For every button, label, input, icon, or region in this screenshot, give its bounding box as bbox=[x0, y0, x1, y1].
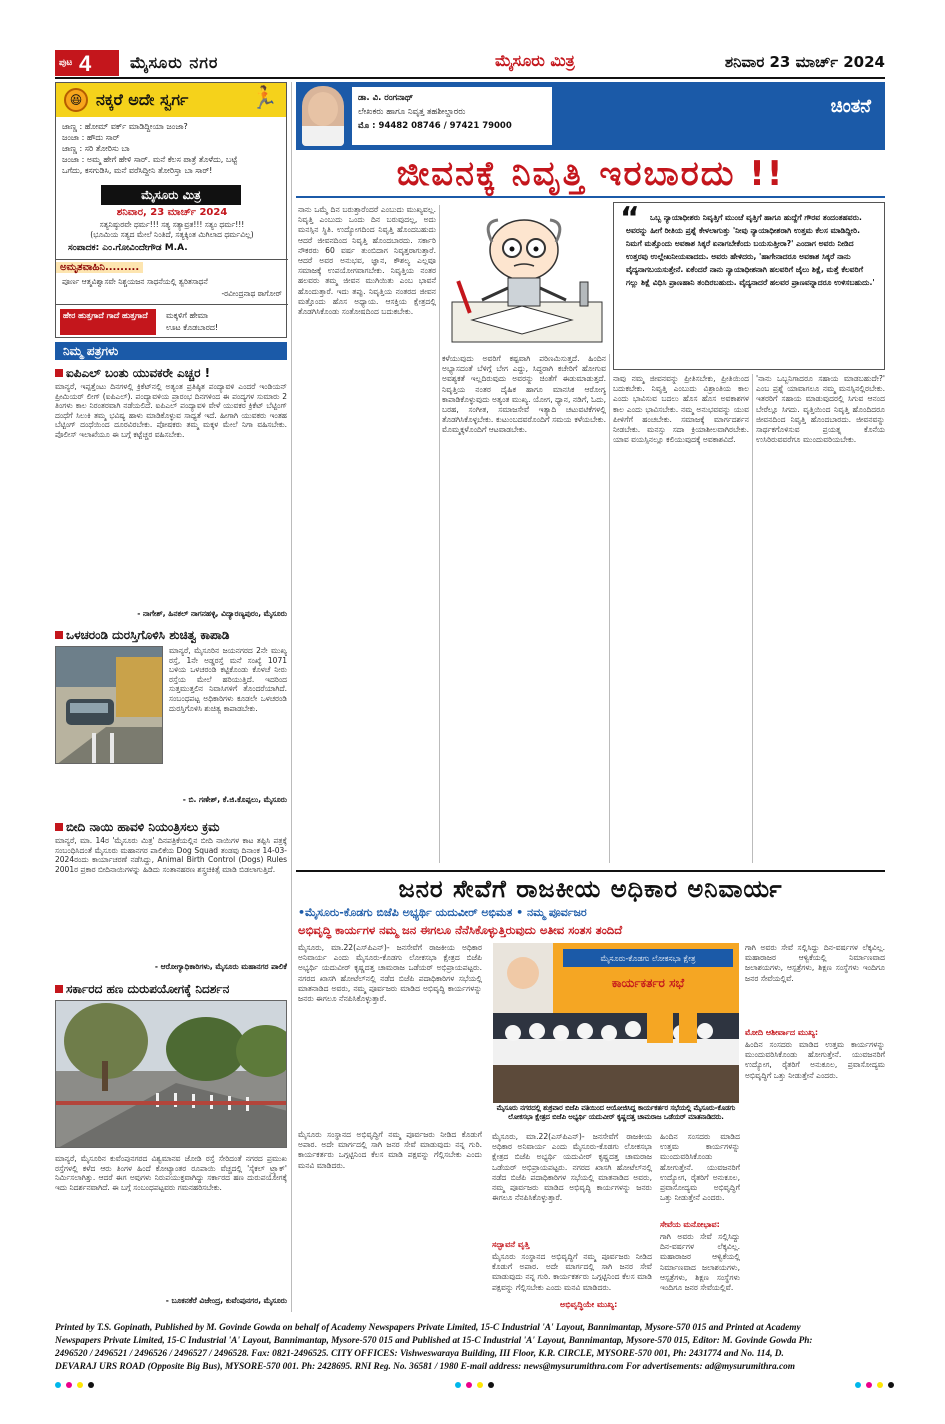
column-label: ಚಿಂತನೆ bbox=[830, 96, 871, 117]
proverb-heading: ಹೇರ ಹುತ್ತಗಾದೆ ಗಾದೆ ಹುತ್ತಗಾದೆ bbox=[60, 309, 156, 335]
header-date: ಶನಿವಾರ 23 ಮಾರ್ಚ್ 2024 bbox=[724, 53, 885, 71]
author-role: ಲೇಖಕರು ಹಾಗೂ ನಿವೃತ್ತ ತಹಶೀಲ್ದಾರರು bbox=[358, 107, 466, 117]
article-column: ಕಳೆಯುವುದು ಅವರಿಗೆ ಕಷ್ಟವಾಗಿ ಪರಿಣಮಿಸುತ್ತದೆ. ಹಿಂದಿನ ಅಭ್ಯಾಸದಂತೆ ಬೆಳಿಗ್ಗೆ ಬೇಗ ಎದ್ದು, ಸಿದ್ಧರಾಗಿ ಕಚೇರಿಗೆ ಹೋಗುವ ಅವಶ್ಯಕತೆ ಇಲ್ಲದಿರುವುದು ಅವರನ್ನು ಚಿಂತೆಗೆ ಈಡುಮಾಡುತ್ತದೆ. ನಿವೃತ್ತಿಯ ನಂತರ ದೈಹಿಕ ಹಾಗೂ ಮಾನಸಿಕ ಆರೋಗ್ಯ ಕಾಪಾಡಿಕೊಳ್ಳುವುದು ಅತ್ಯಂತ ಮುಖ್ಯ. ಯೋಗ, ಧ್ಯಾನ, ನಡಿಗೆ, ಓದು, ಬರಹ, ಸಂಗೀತ, ಸಮಾಜಸೇವೆ ಇತ್ಯಾದಿ ಚಟುವಟಿಕೆಗಳಲ್ಲಿ ತೊಡಗಿಸಿಕೊಳ್ಳಬೇಕು. ಕುಟುಂಬದವರೊಂದಿಗೆ ಸಮಯ ಕಳೆಯಬೇಕು. ಮೊಮ್ಮಕ್ಕಳೊಂದಿಗೆ ಆಟವಾಡಬೇಕು. bbox=[442, 354, 606, 435]
cycle-track-photo bbox=[55, 1000, 287, 1148]
nakkare-box bbox=[55, 82, 287, 338]
joke-line: ಒಗೆದು, ಕಸಗುಡಿಸಿ, ಮನೆ ವರೆಸಿದ್ದೀನಿ ತೋರಿಸ್ತಾ ಬಾ ಸಾರ್! bbox=[62, 166, 213, 175]
story-subheading: ಸೇವೆಯ ಮನೋಭಾವ: bbox=[660, 1220, 720, 1229]
chintane-header bbox=[296, 82, 885, 150]
amritavahini-quote: ಪೂರ್ಣ ಆತ್ಮವಿಶ್ವಾಸವೇ ನಿಶ್ಚಯಜನ ಸಾಧನೆಯಲ್ಲಿ ತ್ವರಿತಸಾಧನೆ bbox=[62, 277, 208, 286]
story-column: ಹಿಂದಿನ ಸಂಸದರು ಮಾಡಿದ ಉತ್ತಮ ಕಾರ್ಯಗಳನ್ನು ಮುಂದುವರಿಸಿಕೊಂಡು ಹೋಗುತ್ತೇನೆ. ಯುವಜನರಿಗೆ ಉದ್ಯೋಗ, ರೈತರಿಗೆ ಅನುಕೂಲ, ಪ್ರವಾಸೋದ್ಯಮ ಅಭಿವೃದ್ಧಿಗೆ ಒತ್ತು ನೀಡುತ್ತೇನೆ ಎಂದರು. bbox=[660, 1132, 740, 1203]
pull-quote-box bbox=[613, 202, 885, 370]
letter-title bbox=[55, 628, 229, 643]
column-divider bbox=[291, 82, 292, 1312]
nakkare-joke bbox=[62, 121, 282, 176]
letters-heading: ನಿಮ್ಮ ಪತ್ರಗಳು bbox=[55, 342, 287, 360]
bullet-square-icon bbox=[55, 985, 63, 993]
amritavahini-box bbox=[56, 259, 288, 303]
proverb-text bbox=[166, 310, 218, 334]
page-number-badge bbox=[55, 50, 119, 76]
letter-signature: - ಆರೋಗ್ಯಾಧಿಕಾರಿಗಳು, ಮೈಸೂರು ಮಹಾನಗರ ಪಾಲಿಕೆ bbox=[154, 962, 287, 971]
masthead: ಮೈಸೂರು ಮಿತ್ರ bbox=[495, 51, 575, 70]
photo-caption: ಮೈಸೂರು ನಗರದಲ್ಲಿ ಶುಕ್ರವಾರ ಬಿಜೆಪಿ ವತಿಯಿಂದ ಆಯೋಜಿಸಿದ್ದ ಕಾರ್ಯಕರ್ತರ ಸಭೆಯಲ್ಲಿ ಮೈಸೂರು-ಕೊಡಗು ಲೋಕಸಭಾ ಕ್ಷೇತ್ರದ ಬಿಜೆಪಿ ಅಭ್ಯರ್ಥಿ ಯದುವೀರ್ ಕೃಷ್ಣದತ್ತ ಚಾಮರಾಜ ಒಡೆಯರ್ ಮಾತನಾಡಿದರು. bbox=[496, 1104, 736, 1121]
letter-body: ಮಾನ್ಯರೆ, ಇಪ್ಪತ್ತೆಂಟು ದಿನಗಳಲ್ಲಿ ಕ್ರಿಕೆಟ್‌ನಲ್ಲಿ ಅತ್ಯಂತ ಪ್ರತಿಷ್ಠಿತ ಪಂದ್ಯಾವಳಿ ಎಂದರೆ ಇಂಡಿಯನ್ ಪ್ರೀಮಿಯರ್ ಲೀಗ್ (ಐಪಿಎಲ್). ಪಂದ್ಯಾವಳಿಯ ಪ್ರಾರಂಭ ದಿನಗಳಿಂದ ಈ ಪಂದ್ಯಗಳ ಸುಮಾರು 2 ತಿಂಗಳು ಕಾಲ ನಿರಂತರವಾಗಿ ನಡೆಯಲಿದೆ. ಐಪಿಎಲ್ ಪಂದ್ಯಾವಳಿ ವೇಳೆ ಯುವಕರ ಕ್ರಿಕೆಟ್ ಬೆಟ್ಟಿಂಗ್ ದಂಧೆಗೆ ಸಿಲುಕಿ ತಮ್ಮ ಭವಿಷ್ಯ ಹಾಳು ಮಾಡಿಕೊಳ್ಳುವ ಸಾಧ್ಯತೆ ಇದೆ. ಹೀಗಾಗಿ ಯುವಕರು ಇಂತಹ ಬೆಟ್ಟಿಂಗ್ ದಂಧೆಯಿಂದ ದೂರವಿರಬೇಕು. ಪೋಷಕರು ತಮ್ಮ ಮಕ್ಕಳ ಮೇಲೆ ನಿಗಾ ವಹಿಸಬೇಕು. ಪೊಲೀಸ್ ಇಲಾಖೆಯೂ ಈ ಬಗ್ಗೆ ಕಟ್ಟೆಚ್ಚರ ವಹಿಸಬೇಕು. bbox=[55, 382, 287, 439]
story-headline: ಜನರ ಸೇವೆಗೆ ರಾಜಕೀಯ ಅಧಿಕಾರ ಅನಿವಾರ್ಯ bbox=[296, 870, 885, 904]
story-subheading: ಅಭಿವೃದ್ಧಿಯೇ ಮುಖ್ಯ: bbox=[560, 1300, 618, 1309]
letter-signature: - ನಾಗೇಶ್, ಹಿನಕಲ್ ನಾಗನಹಳ್ಳಿ, ವಿದ್ಯಾರಣ್ಯಪುರಂ, ಮೈಸೂರು bbox=[137, 609, 287, 618]
page-label: ಪುಟ bbox=[59, 57, 73, 67]
nakkare-title: ನಕ್ಕರೆ ಅದೇ ಸ್ವರ್ಗ bbox=[96, 90, 189, 109]
letter-body: ಮಾನ್ಯರೆ, ಮಾ. 14ರ 'ಮೈಸೂರು ಮಿತ್ರ' ದಿನಪತ್ರಿಕೆಯಲ್ಲಿನ ಬೀದಿ ನಾಯಿಗಳ ಕಾಟ ತಪ್ಪಿಸಿ ಪತ್ರಕ್ಕೆ ಸಂಬಂಧಿಸಿದಂತೆ ಮೈಸೂರು ಮಹಾನಗರ ಪಾಲಿಕೆಯ Dog Squad ತಂಡವು ದಿನಾಂಕ 14-03-2024ರಂದು ಕಾರ್ಯಾಚರಣೆ ನಡೆಸಿದ್ದು, Animal Birth Control (Dogs) Rules 2001ರ ಪ್ರಕಾರ ಬೀದಿನಾಯಿಗಳನ್ನು ಹಿಡಿದು ಸಂತಾನಹರಣ ಶಸ್ತ್ರಚಿಕಿತ್ಸೆ ಮಾಡಿ ಬಿಡಲಾಗುತ್ತಿದೆ. bbox=[55, 836, 287, 874]
amritavahini-author: -ರವೀಂದ್ರನಾಥ ಠಾಗೋರ್ bbox=[221, 289, 282, 298]
article-headline: ಜೀವನಕ್ಕೆ ನಿವೃತ್ತಿ ಇರಬಾರದು !! bbox=[296, 150, 885, 198]
registration-dots bbox=[55, 1382, 94, 1388]
mini-masthead-date: ಶನಿವಾರ, 23 ಮಾರ್ಚ್ 2024 bbox=[116, 207, 228, 218]
bullet-square-icon bbox=[55, 631, 63, 639]
author-portrait bbox=[302, 86, 344, 146]
author-info bbox=[352, 87, 552, 145]
imprint-line: Newspapers Private Limited, 15-C Industrial 'A' Layout, Bannimantap, Mysore-570 015 and Published at 15-C Industrial 'A' Layout, Bannimantap, Mysore-570 015, Editor: M. Govinde Gowda Ph: bbox=[55, 1336, 813, 1346]
column-divider bbox=[439, 205, 440, 863]
story-column: ಗಾಗಿ ಅವರು ಸೇವೆ ಸಲ್ಲಿಸಿದ್ದು ದಿನ-ವರ್ಷಗಳ ಲೆಕ್ಕವಿಲ್ಲ. ಮಹಾರಾಜರ ಆಳ್ವಿಕೆಯಲ್ಲಿ ನಿರ್ಮಾಣವಾದ ಜಲಾಶಯಗಳು, ಆಸ್ಪತ್ರೆಗಳು, ಶಿಕ್ಷಣ ಸಂಸ್ಥೆಗಳು ಇಂದಿಗೂ ಜನರ ಸೇವೆಯಲ್ಲಿವೆ. bbox=[660, 1232, 740, 1293]
imprint-line: Printed by T.S. Gopinath, Published by M. Govinde Gowda on behalf of Academy Newspapers Private Limited, 15-C Industrial 'A' Layout, Bannimantap, Mysore-570 015 and Printed at Academy bbox=[55, 1323, 801, 1333]
story-column: ಮೈಸೂರು ಸಂಸ್ಥಾನದ ಅಭಿವೃದ್ಧಿಗೆ ನಮ್ಮ ಪೂರ್ವಜರು ನೀಡಿದ ಕೊಡುಗೆ ಅಪಾರ. ಅದೇ ಮಾರ್ಗದಲ್ಲಿ ಸಾಗಿ ಜನರ ಸೇವೆ ಮಾಡುವುದು ನನ್ನ ಗುರಿ. ಕಾರ್ಯಕರ್ತರು ಒಗ್ಗಟ್ಟಿನಿಂದ ಕೆಲಸ ಮಾಡಿ ಪಕ್ಷವನ್ನು ಗೆಲ್ಲಿಸಬೇಕು ಎಂದು ಮನವಿ ಮಾಡಿದರು. bbox=[298, 1130, 482, 1170]
page-number: 4 bbox=[79, 51, 92, 76]
proverb-line: ಮಕ್ಕಳಿಗೆ ಹೇಮಾ bbox=[166, 311, 209, 320]
page-header bbox=[55, 50, 885, 76]
joke-line: ಜಂಜಾ : ಅಮ್ಮ ಹೇಗೆ ಹೇಳಿ ಸಾರ್. ಮನೆ ಕೆಲಸ ಪಾತ್ರೆ ತೊಳೆದು, ಬಟ್ಟೆ bbox=[62, 155, 238, 164]
bullet-square-icon bbox=[55, 369, 63, 377]
letter-body: ಮಾನ್ಯರೆ, ಮೈಸೂರಿನ ಕುವೆಂಪುನಗರದ ವಿಶ್ವಮಾನವ ಜೋಡಿ ರಸ್ತೆ ಸೇರಿದಂತೆ ನಗರದ ಪ್ರಮುಖ ರಸ್ತೆಗಳಲ್ಲಿ ಕಳೆದ ಆರು ತಿಂಗಳ ಹಿಂದೆ ಕೋಟ್ಯಾಂತರ ರೂಪಾಯಿ ವೆಚ್ಚದಲ್ಲಿ 'ಸೈಕಲ್ ಟ್ರ್ಯಾಕ್' ನಿರ್ಮಿಸಲಾಗಿತ್ತು. ಆದರೆ ಈಗ ಅವುಗಳು ನಿರುಪಯುಕ್ತವಾಗಿದ್ದು ಸರ್ಕಾರದ ಹಣ ದುರುಪಯೋಗಕ್ಕೆ ಇದು ನಿದರ್ಶನವಾಗಿದೆ. ಈ ಬಗ್ಗೆ ಸಂಬಂಧಪಟ್ಟವರು ಗಮನಹರಿಸಬೇಕು. bbox=[55, 1154, 287, 1192]
tagline bbox=[60, 220, 284, 240]
banner-subtext: ಕಾರ್ಯಕರ್ತರ ಸಭೆ bbox=[611, 976, 685, 990]
letter-title bbox=[55, 820, 220, 835]
story-subheading: ಸದ್ಭಾವನೆ ವೃತ್ತಿ bbox=[492, 1240, 530, 1249]
mini-masthead: ಮೈಸೂರು ಮಿತ್ರ bbox=[101, 185, 241, 205]
banner-text: ಮೈಸೂರು-ಕೊಡಗು ಲೋಕಸಭಾ ಕ್ಷೇತ್ರ bbox=[600, 954, 696, 963]
article-column: ನಾನು ಒಮ್ಮೆ ದಿನ ಬರುತ್ತಾರೆಂದರೆ ಎಂಬುದು ಮುಖ್ಯವಲ್ಲ. ನಿವೃತ್ತಿ ಎಂಬುದು ಒಂದು ದಿನ ಬರುವುದಲ್ಲ, ಅದು ಮನಸ್ಸಿನ ಸ್ಥಿತಿ. ಉದ್ಯೋಗದಿಂದ ನಿವೃತ್ತಿ ಹೊಂದಬಹುದು ಆದರೆ ಜೀವನದಿಂದ ನಿವೃತ್ತಿ ಹೊಂದಬಾರದು. ಸರ್ಕಾರಿ ನೌಕರರು 60 ವರ್ಷ ತುಂಬಿದಾಗ ನಿವೃತ್ತರಾಗುತ್ತಾರೆ. ಆದರೆ ಅವರ ಅನುಭವ, ಜ್ಞಾನ, ಕೌಶಲ್ಯ ಎಲ್ಲವೂ ಸಮಾಜಕ್ಕೆ ಉಪಯೋಗವಾಗಬೇಕು. ನಿವೃತ್ತಿಯ ನಂತರ ಹಲವರು ತಮ್ಮ ಜೀವನ ಮುಗಿಯಿತು ಎಂಬ ಭಾವನೆ ಹೊಂದುತ್ತಾರೆ. ಇದು ತಪ್ಪು. ನಿವೃತ್ತಿಯ ನಂತರದ ಜೀವನ ಮತ್ತೊಂದು ಹೊಸ ಅಧ್ಯಾಯ. ಆಸಕ್ತಿಯ ಕ್ಷೇತ್ರದಲ್ಲಿ ತೊಡಗಿಸಿಕೊಂಡು ಸಂತೋಷದಿಂದ ಬದುಕಬೇಕು. bbox=[298, 205, 436, 317]
editor-credit: ಸಂಪಾದಕ: ಎಂ.ಗೋವಿಂದೇಗೌಡ M.A. bbox=[68, 243, 188, 253]
campaign-meeting-photo bbox=[493, 943, 739, 1103]
letter-title-text: ಬೀದಿ ನಾಯಿ ಹಾವಳಿ ನಿಯಂತ್ರಿಸಲು ಕ್ರಮ bbox=[66, 820, 220, 834]
proverb-line: ಊಟ ಕೊಡಬಾರದ! bbox=[166, 323, 219, 332]
story-column: ಮೈಸೂರು ಸಂಸ್ಥಾನದ ಅಭಿವೃದ್ಧಿಗೆ ನಮ್ಮ ಪೂರ್ವಜರು ನೀಡಿದ ಕೊಡುಗೆ ಅಪಾರ. ಅದೇ ಮಾರ್ಗದಲ್ಲಿ ಸಾಗಿ ಜನರ ಸೇವೆ ಮಾಡುವುದು ನನ್ನ ಗುರಿ. ಕಾರ್ಯಕರ್ತರು ಒಗ್ಗಟ್ಟಿನಿಂದ ಕೆಲಸ ಮಾಡಿ ಪಕ್ಷವನ್ನು ಗೆಲ್ಲಿಸಬೇಕು ಎಂದು ಮನವಿ ಮಾಡಿದರು. bbox=[492, 1252, 652, 1292]
nakkare-header bbox=[56, 83, 286, 117]
tagline-line: (ಭೂಮಿಯ ಸತ್ಯದ ಮೇಲೆ ನಿಂತಿದೆ, ಸತ್ಯಕ್ಕಿಂತ ಮಿಗಿಲಾದ ಧರ್ಮವಿಲ್ಲ) bbox=[90, 230, 254, 239]
joke-line: ಜಾಣ್ಣ : ಸರಿ ತೋರಿಸು ಬಾ bbox=[62, 144, 130, 153]
story-column: ಹಿಂದಿನ ಸಂಸದರು ಮಾಡಿದ ಉತ್ತಮ ಕಾರ್ಯಗಳನ್ನು ಮುಂದುವರಿಸಿಕೊಂಡು ಹೋಗುತ್ತೇನೆ. ಯುವಜನರಿಗೆ ಉದ್ಯೋಗ, ರೈತರಿಗೆ ಅನುಕೂಲ, ಪ್ರವಾಸೋದ್ಯಮ ಅಭಿವೃದ್ಧಿಗೆ ಒತ್ತು ನೀಡುತ್ತೇನೆ ಎಂದರು. bbox=[745, 1040, 885, 1080]
story-column: ಮೈಸೂರು, ಮಾ.22(ಎಸ್‌ಪಿಎನ್)- ಜನಸೇವೆಗೆ ರಾಜಕೀಯ ಅಧಿಕಾರ ಅನಿವಾರ್ಯ ಎಂದು ಮೈಸೂರು-ಕೊಡಗು ಲೋಕಸಭಾ ಕ್ಷೇತ್ರದ ಬಿಜೆಪಿ ಅಭ್ಯರ್ಥಿ ಯದುವೀರ್ ಕೃಷ್ಣದತ್ತ ಚಾಮರಾಜ ಒಡೆಯರ್ ಅಭಿಪ್ರಾಯಪಟ್ಟರು. ನಗರದ ಖಾಸಗಿ ಹೋಟೆಲ್‌ನಲ್ಲಿ ನಡೆದ ಬಿಜೆಪಿ ಪದಾಧಿಕಾರಿಗಳ ಸಭೆಯಲ್ಲಿ ಮಾತನಾಡಿದ ಅವರು, ನಮ್ಮ ಪೂರ್ವಜರು ಮಾಡಿದ ಅಭಿವೃದ್ಧಿ ಕಾರ್ಯಗಳನ್ನು ಜನರು ಈಗಲೂ ನೆನಪಿಸಿಕೊಳ್ಳುತ್ತಾರೆ. bbox=[298, 943, 482, 1004]
letter-signature: - ಬಿ. ಗಣೇಶ್, ಕೆ.ಜಿ.ಕೊಪ್ಪಲು, ಮೈಸೂರು bbox=[182, 795, 287, 804]
letter-title bbox=[55, 366, 210, 381]
retired-man-cartoon bbox=[442, 202, 607, 350]
letter-title-text: ಒಳಚರಂಡಿ ದುರಸ್ತಿಗೊಳಿಸಿ ಶುಚಿತ್ವ ಕಾಪಾಡಿ bbox=[66, 628, 230, 642]
imprint-line: DEVARAJ URS ROAD (Opposite Big Bus), MYSORE-570 001. Ph: 2428695. RNI Reg. No. 36581 / 1980 E-mail address: news@mysurumithra.com For advertisements: ad@mysurumithra.com bbox=[55, 1362, 796, 1372]
letter-title-text: ಸರ್ಕಾರದ ಹಣ ದುರುಪಯೋಗಕ್ಕೆ ನಿದರ್ಶನ bbox=[66, 982, 230, 996]
story-column: ಮೈಸೂರು, ಮಾ.22(ಎಸ್‌ಪಿಎನ್)- ಜನಸೇವೆಗೆ ರಾಜಕೀಯ ಅಧಿಕಾರ ಅನಿವಾರ್ಯ ಎಂದು ಮೈಸೂರು-ಕೊಡಗು ಲೋಕಸಭಾ ಕ್ಷೇತ್ರದ ಬಿಜೆಪಿ ಅಭ್ಯರ್ಥಿ ಯದುವೀರ್ ಕೃಷ್ಣದತ್ತ ಚಾಮರಾಜ ಒಡೆಯರ್ ಅಭಿಪ್ರಾಯಪಟ್ಟರು. ನಗರದ ಖಾಸಗಿ ಹೋಟೆಲ್‌ನಲ್ಲಿ ನಡೆದ ಬಿಜೆಪಿ ಪದಾಧಿಕಾರಿಗಳ ಸಭೆಯಲ್ಲಿ ಮಾತನಾಡಿದ ಅವರು, ನಮ್ಮ ಪೂರ್ವಜರು ಮಾಡಿದ ಅಭಿವೃದ್ಧಿ ಕಾರ್ಯಗಳನ್ನು ಜನರು ಈಗಲೂ ನೆನಪಿಸಿಕೊಳ್ಳುತ್ತಾರೆ. bbox=[492, 1132, 652, 1203]
registration-dots bbox=[455, 1382, 494, 1388]
registration-dots bbox=[855, 1382, 894, 1388]
bullet-square-icon bbox=[55, 823, 63, 831]
letter-signature: - ಬೂಕನಕೆರೆ ವಿಜೇಂದ್ರ, ಕುವೆಂಪುನಗರ, ಮೈಸೂರು bbox=[165, 1296, 287, 1305]
joke-line: ಜಂಜಾ : ಹೌದು ಸಾರ್ bbox=[62, 133, 120, 142]
column-divider bbox=[609, 354, 610, 863]
author-name: ಡಾ. ವಿ. ರಂಗನಾಥ್ bbox=[358, 93, 414, 103]
pull-quote-text: ಒಬ್ಬ ನ್ಯಾಯಾಧೀಶರು ನಿವೃತ್ತಿಗೆ ಮುಂಚೆ ವೃತ್ತಿಗೆ ಹಾಗೂ ಹುದ್ದೆಗೆ ಗೌರವ ತಂದಂತಹವರು. ಅವರನ್ನು ಹೀಗೆ ರೀತಿಯ ಪ್ರಶ್ನೆ ಕೇಳಲಾಗುತ್ತು 'ನೀವು ನ್ಯಾಯಾಧೀಶರಾಗಿ ಉತ್ತಮ ಕೆಲಸ ಮಾಡಿದ್ದೀರಿ. ನಿಮಗೆ ಮತ್ತೊಂದು ಅವಕಾಶ ಸಿಕ್ಕರೆ ಏನಾಗಬೇಕೆಂದು ಬಯಸುತ್ತೀರಾ?' ಎಂದಾಗ ಅವರು ನೀಡಿದ ಉತ್ತರವು ಉಲ್ಲೇಖನೀಯವಾದದು. ಅವರು ಹೇಳಿದರು, 'ಹಾಗೇನಾದರೂ ಅವಕಾಶ ಸಿಕ್ಕರೆ ನಾನು ವೈದ್ಯನಾಗಬಯಸುತ್ತೇನೆ. ಏಕೆಂದರೆ ನಾನು ನ್ಯಾಯಾಧೀಶನಾಗಿ ಹಲವರಿಗೆ ಜೈಲು ಶಿಕ್ಷೆ, ಮತ್ತೆ ಕೆಲವರಿಗೆ ಗಲ್ಲು ಶಿಕ್ಷೆ ವಿಧಿಸಿ ಪ್ರಾಣಹಾನಿ ತಂದಿರಬಹುದು. ವೈದ್ಯನಾದರೆ ಹಲವರ ಪ್ರಾಣವನ್ನಾದರೂ ಉಳಿಸಬಹುದು.' bbox=[626, 213, 875, 287]
story-deck: ಅಭಿವೃದ್ಧಿ ಕಾರ್ಯಗಳ ನಮ್ಮ ಜನ ಈಗಲೂ ನೆನೆಸಿಕೊಳ್ಳುತ್ತಿರುವುದು ಅತೀವ ಸಂತಸ ತಂದಿದೆ bbox=[298, 923, 623, 937]
laughing-face-icon: 😆 bbox=[64, 88, 88, 112]
section-name: ಮೈಸೂರು ನಗರ bbox=[130, 53, 219, 72]
story-subheading: ಮೋದಿ ಆಶೀರ್ವಾದ ಮುಖ್ಯ: bbox=[745, 1028, 819, 1037]
quote-mark-icon: “ bbox=[620, 201, 640, 236]
header-rule bbox=[55, 77, 885, 79]
imprint-line: 2496520 / 2496521 / 2496526 / 2496527 / 2496528. Fax: 0821-2496525. CITY OFFICES: Vishweswaraya Building, III Floor, K.R. CIRCLE, MYSORE-570 001, Ph: 2431774 and No. 114, D. bbox=[55, 1349, 784, 1359]
story-kicker: •ಮೈಸೂರು-ಕೊಡಗು ಬಿಜೆಪಿ ಅಭ್ಯರ್ಥಿ ಯದುವೀರ್ ಅಭಿಮತ • ನಮ್ಮ ಪೂರ್ವಜರ bbox=[298, 906, 587, 919]
author-phone: ಮೊ : 94482 08746 / 97421 79000 bbox=[358, 121, 512, 131]
letter-body: ಮಾನ್ಯರೆ, ಮೈಸೂರಿನ ಜಯನಗರದ 2ನೇ ಮುಖ್ಯ ರಸ್ತೆ, 1ನೇ ಅಡ್ಡರಸ್ತೆ ಮನೆ ಸಂಖ್ಯೆ 1071 ಬಳಿಯ ಒಳಚರಂಡಿ ಕಟ್ಟಿಕೊಂಡು ಕೊಳಚೆ ನೀರು ರಸ್ತೆಯ ಮೇಲೆ ಹರಿಯುತ್ತಿದೆ. ಇದರಿಂದ ಸುತ್ತಮುತ್ತಲಿನ ನಿವಾಸಿಗಳಿಗೆ ತೊಂದರೆಯಾಗಿದೆ. ಸಂಬಂಧಪಟ್ಟ ಅಧಿಕಾರಿಗಳು ಕೂಡಲೇ ಒಳಚರಂಡಿ ದುರಸ್ತಿಗೊಳಿಸಿ ಶುಚಿತ್ವ ಕಾಪಾಡಬೇಕು. bbox=[169, 646, 287, 713]
joke-line: ಜಾಣ್ಣ : ಹೋಮ್ ವರ್ಕ್ ಮಾಡಿದ್ದೀಯಾ ಜಂಜಾ? bbox=[62, 122, 188, 131]
column-divider bbox=[752, 374, 753, 863]
left-column bbox=[55, 82, 287, 1312]
proverb-box bbox=[56, 304, 288, 338]
letter-title bbox=[55, 982, 229, 997]
drainage-photo bbox=[55, 646, 163, 764]
tagline-line: ಸತ್ಯನಿಷ್ಠುರವೇ ಧರ್ಮ!!! ಸತ್ಯ ಸತ್ಯಾವ್ರತ!!! ಸತ್ಯಂ ಧರ್ಮ!!! bbox=[99, 220, 245, 229]
amritavahini-heading: ಅಮೃತವಾಹಿನಿ......... bbox=[56, 262, 143, 273]
cartoon-figure-icon: 🏃 bbox=[250, 86, 278, 111]
letter-title-text: ಐಪಿಎಲ್ ಬಂತು ಯುವಕರೇ ಎಚ್ಚರ ! bbox=[66, 366, 211, 380]
article-column: 'ನಾನು ಒಬ್ಬನಿಗಾದರೂ ಸಹಾಯ ಮಾಡಬಹುದೇ?' ಎಂಬ ಪ್ರಶ್ನೆ ಯಾವಾಗಲೂ ನಮ್ಮ ಮನಸ್ಸಿನಲ್ಲಿರಬೇಕು. ಇತರರಿಗೆ ಸಹಾಯ ಮಾಡುವುದರಲ್ಲಿ ಸಿಗುವ ಆನಂದ ಬೇರೆಲ್ಲೂ ಸಿಗದು. ವೃತ್ತಿಯಿಂದ ನಿವೃತ್ತಿ ಹೊಂದಿದರೂ ಜೀವನದಿಂದ ನಿವೃತ್ತಿ ಹೊಂದಬಾರದು. ಜೀವನವನ್ನು ಸಾರ್ಥಕಗೊಳಿಸುವ ಪ್ರಯತ್ನ ಕೊನೆಯ ಉಸಿರಿರುವವರೆಗೂ ಮುಂದುವರಿಯಬೇಕು. bbox=[756, 374, 885, 445]
story-column: ಗಾಗಿ ಅವರು ಸೇವೆ ಸಲ್ಲಿಸಿದ್ದು ದಿನ-ವರ್ಷಗಳ ಲೆಕ್ಕವಿಲ್ಲ. ಮಹಾರಾಜರ ಆಳ್ವಿಕೆಯಲ್ಲಿ ನಿರ್ಮಾಣವಾದ ಜಲಾಶಯಗಳು, ಆಸ್ಪತ್ರೆಗಳು, ಶಿಕ್ಷಣ ಸಂಸ್ಥೆಗಳು ಇಂದಿಗೂ ಜನರ ಸೇವೆಯಲ್ಲಿವೆ. bbox=[745, 943, 885, 983]
article-column: ನಾವು ನಮ್ಮ ಜೀವನವನ್ನು ಪ್ರೀತಿಸಬೇಕು, ಪ್ರೀತಿಯಿಂದ ಬದುಕಬೇಕು. ನಿವೃತ್ತಿ ಎಂಬುದು ವಿಶ್ರಾಂತಿಯ ಕಾಲ ಎಂದು ಭಾವಿಸುವ ಬದಲು ಹೊಸ ಹೊಸ ಅವಕಾಶಗಳ ಕಾಲ ಎಂದು ಭಾವಿಸಬೇಕು. ನಮ್ಮ ಅನುಭವವನ್ನು ಯುವ ಪೀಳಿಗೆಗೆ ಹಂಚಬೇಕು. ಸಮಾಜಕ್ಕೆ ಮಾರ್ಗದರ್ಶನ ನೀಡಬೇಕು. ಮನಸ್ಸು ಸದಾ ಕ್ರಿಯಾಶೀಲವಾಗಿರಬೇಕು. ಯಾವ ವಯಸ್ಸಿನಲ್ಲೂ ಕಲಿಯುವುದಕ್ಕೆ ಅವಕಾಶವಿದೆ. bbox=[613, 374, 749, 445]
imprint-footer bbox=[55, 1322, 885, 1374]
